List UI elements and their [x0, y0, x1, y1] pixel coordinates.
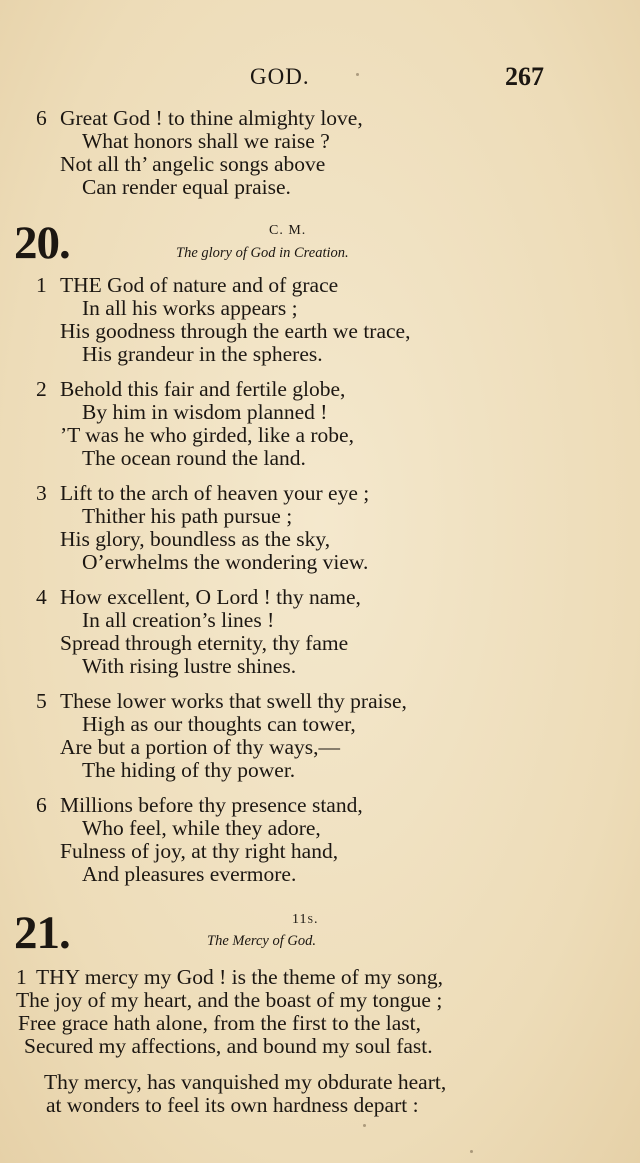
verse-line: at wonders to feel its own hardness depart :: [46, 1093, 419, 1117]
running-header-title: GOD.: [250, 64, 310, 89]
verse-number: 3: [36, 481, 47, 505]
paper-speck: [470, 1150, 473, 1153]
paper-speck: [363, 1124, 366, 1127]
verse-line: The hiding of thy power.: [82, 758, 296, 782]
verse-line: Free grace hath alone, from the first to the last,: [18, 1011, 421, 1035]
page-number: 267: [505, 62, 544, 91]
verse-line: His goodness through the earth we trace,: [60, 319, 411, 343]
verse-line: These lower works that swell thy praise,: [60, 689, 407, 713]
verse-line: ’T was he who girded, like a robe,: [60, 423, 354, 447]
verse-line: How excellent, O Lord ! thy name,: [60, 585, 361, 609]
verse-line: Great God ! to thine almighty love,: [60, 106, 363, 130]
verse-number: 6: [36, 793, 47, 817]
verse-line: With rising lustre shines.: [82, 654, 297, 678]
verse-line: Can render equal praise.: [82, 175, 291, 199]
verse-number: 5: [36, 689, 47, 713]
verse-line: THE God of nature and of grace: [60, 273, 339, 297]
verse-line: Behold this fair and fertile globe,: [60, 377, 346, 401]
verse-line: His grandeur in the spheres.: [82, 342, 323, 366]
hymn-meter: 11s.: [292, 912, 319, 927]
verse-line: Secured my affections, and bound my soul fast.: [24, 1034, 433, 1058]
verse-line: The ocean round the land.: [82, 446, 306, 470]
hymn-number: 21.: [14, 907, 70, 959]
hymn-subtitle: The Mercy of God.: [207, 933, 316, 949]
verse-line: Who feel, while they adore,: [82, 816, 321, 840]
verse-line: In all creation’s lines !: [82, 608, 275, 632]
verse-line: High as our thoughts can tower,: [82, 712, 356, 736]
verse-number: 4: [36, 585, 47, 609]
verse-line: The joy of my heart, and the boast of my tongue ;: [16, 988, 443, 1012]
hymn-meter: C. M.: [269, 223, 307, 238]
verse-number: 1: [36, 273, 47, 297]
verse-line: Fulness of joy, at thy right hand,: [60, 839, 339, 863]
verse-line: Thither his path pursue ;: [82, 504, 293, 528]
verse-line: Spread through eternity, thy fame: [60, 631, 349, 655]
verse-line: His glory, boundless as the sky,: [60, 527, 331, 551]
hymn-subtitle: The glory of God in Creation.: [176, 245, 349, 261]
verse-line: In all his works appears ;: [82, 296, 298, 320]
verse-line: What honors shall we raise ?: [82, 129, 330, 153]
hymn-number: 20.: [14, 217, 70, 269]
verse-number: 2: [36, 377, 47, 401]
verse-line: THY mercy my God ! is the theme of my song,: [36, 965, 444, 989]
verse-line: By him in wisdom planned !: [82, 400, 328, 424]
verse-line: Thy mercy, has vanquished my obdurate heart,: [44, 1070, 447, 1094]
verse-line: O’erwhelms the wondering view.: [82, 550, 369, 574]
verse-line: And pleasures evermore.: [82, 862, 297, 886]
verse-line: Not all th’ angelic songs above: [60, 152, 326, 176]
verse-line: Lift to the arch of heaven your eye ;: [60, 481, 370, 505]
verse-line: Millions before thy presence stand,: [60, 793, 363, 817]
verse-number: 6: [36, 106, 47, 130]
paper-speck: [356, 73, 359, 76]
verse-number: 1: [16, 965, 27, 989]
verse-line: Are but a portion of thy ways,—: [60, 735, 341, 759]
